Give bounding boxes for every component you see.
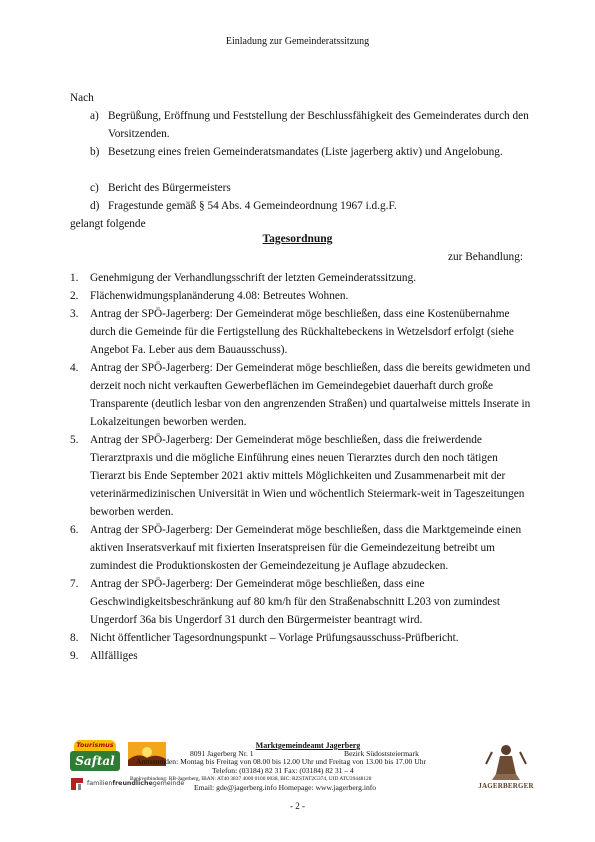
agenda-item-number: 5. xyxy=(70,434,79,446)
logo-familie-bold: freundliche xyxy=(112,780,153,787)
agenda-item-number: 8. xyxy=(70,632,79,644)
intro-item-c xyxy=(90,179,530,197)
agenda-item-number: 6. xyxy=(70,524,79,536)
agenda-item-number: 1. xyxy=(70,272,79,284)
intro-item-text: Besetzung eines freien Gemeinderatsmandates (Liste jagerberg aktiv) und Angelobung. xyxy=(108,146,503,158)
footer-bank: Bankverbindung: RB-Jagerberg, IBAN: AT40 3837 4000 0100 0038, BIC: RZSTAT2G374, UID ATU39448128 xyxy=(130,776,372,782)
intro-nach: Nach xyxy=(70,92,94,104)
footer-email-web: Email: gde@jagerberg.info Homepage: www.jagerberg.info xyxy=(194,783,377,792)
agenda-item-text: Genehmigung der Verhandlungsschrift der letzten Gemeinderatssitzung. xyxy=(90,272,417,284)
agenda-item xyxy=(70,305,532,359)
intro-gelangt: gelangt folgende xyxy=(70,218,146,230)
intro-item-b xyxy=(90,143,530,161)
agenda-item-number: 3. xyxy=(70,308,79,320)
agenda-item xyxy=(70,575,532,629)
logo-tourismus-text: Tourismus xyxy=(74,740,116,751)
family-icon xyxy=(70,777,84,791)
agenda-item xyxy=(70,269,532,287)
agenda-item-text: Antrag der SPÖ-Jagerberg: Der Gemeinderat möge beschließen, dass die Marktgemeinde einen aktiven Inseratsverkauf mit fixierten Inseratspreisen für die Gemeindezeitung betreibt um zumindest die Produktionskosten der Gemeindezeitung je Auflage abzudecken. xyxy=(90,524,522,572)
agenda-item-number: 9. xyxy=(70,650,79,662)
logo-saftal-text: Saftal xyxy=(70,751,120,771)
intro-item-label: b) xyxy=(90,146,100,158)
agenda-item-text: Allfälliges xyxy=(90,650,138,662)
agenda-title: Tagesordnung xyxy=(262,233,333,245)
footer-title: Marktgemeindeamt Jagerberg xyxy=(255,741,361,750)
intro-item-label: a) xyxy=(90,110,99,122)
document-header: Einladung zur Gemeinderatssitzung xyxy=(225,36,370,47)
logo-jagerberger-text: JAGERBERGER xyxy=(478,782,534,790)
footer-address: 8091 Jagerberg Nr. 1 xyxy=(190,749,254,758)
tourismus-saftal-logo xyxy=(70,740,120,772)
agenda-item xyxy=(70,647,532,665)
footer-region: Bezirk Südoststeiermark xyxy=(344,749,419,758)
page-number: - 2 - xyxy=(290,801,305,811)
agenda-subtitle: zur Behandlung: xyxy=(448,251,523,263)
agenda-item-number: 7. xyxy=(70,578,79,590)
logo-familie-suffix: gemeinde xyxy=(152,780,185,787)
intro-item-d xyxy=(90,197,530,215)
intro-item-label: c) xyxy=(90,182,99,194)
agenda-item xyxy=(70,287,532,305)
agenda-item xyxy=(70,431,532,521)
agenda-item-text: Antrag der SPÖ-Jagerberg: Der Gemeinderat möge beschließen, dass eine Geschwindigkeitsbeschränkung auf 80 km/h für den Straßenabschnitt L203 von zumindest Ungerdorf 36a bis Ungerdorf 31 durch den Bürgermeister beantragt wird. xyxy=(90,578,501,626)
agenda-item xyxy=(70,521,532,575)
agenda-item xyxy=(70,629,532,647)
footer-phone: Telefon: (03184) 82 31 Fax: (03184) 82 31 – 4 xyxy=(212,766,354,775)
agenda-item-number: 2. xyxy=(70,290,79,302)
agenda-item xyxy=(70,359,532,431)
footer-hours: Amtsstunden: Montag bis Freitag von 08.00 bis 12.00 Uhr und Freitag von 13.00 bis 17.00 Uhr xyxy=(136,757,427,766)
jagerberger-crest-icon xyxy=(478,742,534,782)
agenda-item-text: Flächenwidmungsplanänderung 4.08: Betreutes Wohnen. xyxy=(90,290,349,302)
intro-item-a xyxy=(90,107,530,143)
agenda-item-text: Antrag der SPÖ-Jagerberg: Der Gemeinderat möge beschließen, dass die freiwerdende Tierarztpraxis und die mögliche Einführung eines neuen Tierarztes durch den noch tätigen Tierarzt bis Ende September 2021 aktiv mittels Möglichkeiten und Zusammenarbeit mit der veterinärmedizinischen Universität in Wien und wöchentlich Steiermark-weit in Tageszeitungen beworben werden. xyxy=(90,434,525,518)
intro-item-text: Bericht des Bürgermeisters xyxy=(108,182,231,194)
intro-item-label: d) xyxy=(90,200,100,212)
agenda-item-text: Antrag der SPÖ-Jagerberg: Der Gemeinderat möge beschließen, dass eine Kostenübernahme durch die Gemeinde für die Fertigstellung des Rückhaltebeckens in Wetzelsdorf erfolgt (siehe Angebot Fa. Leber aus dem Bauausschuss). xyxy=(90,308,514,356)
jagerberger-logo xyxy=(478,742,534,794)
agenda-item-number: 4. xyxy=(70,362,79,374)
intro-item-text: Begrüßung, Eröffnung und Feststellung der Beschlussfähigkeit des Gemeinderates durch den Vorsitzenden. xyxy=(108,110,529,140)
logo-familie-prefix: familien xyxy=(87,780,113,787)
intro-item-text: Fragestunde gemäß § 54 Abs. 4 Gemeindeordnung 1967 i.d.g.F. xyxy=(108,200,397,212)
agenda-item-text: Antrag der SPÖ-Jagerberg: Der Gemeinderat möge beschließen, dass die bereits gewidmeten und derzeit noch nicht verkauften Gewerbeflächen im Gemeindegebiet dauerhaft durch große Transparente (deutlich lesbar von den angrenzenden Straßen) und quartalweise mittels Inserate in Lokalzeitungen beworben werden. xyxy=(90,362,531,428)
agenda-list xyxy=(70,269,532,665)
agenda-item-text: Nicht öffentlicher Tagesordnungspunkt – Vorlage Prüfungsausschuss-Prüfbericht. xyxy=(90,632,459,644)
